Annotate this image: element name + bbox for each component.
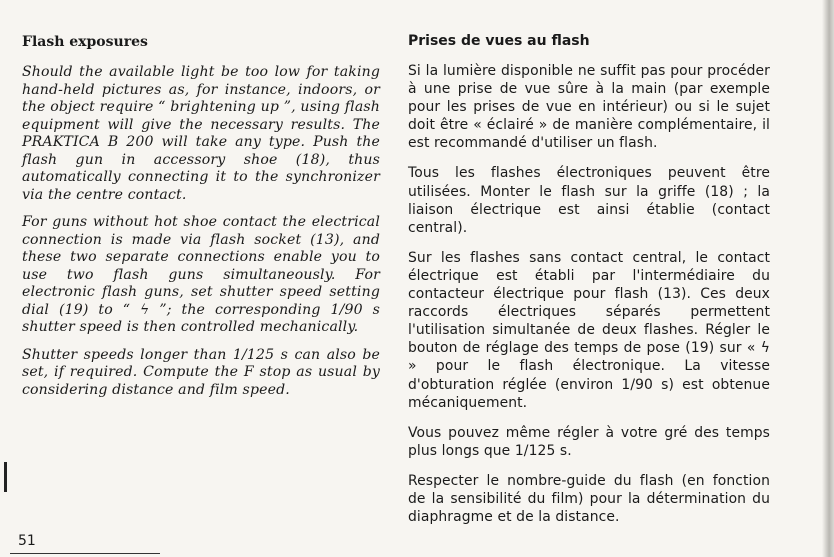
french-column [408, 30, 770, 538]
english-heading: Flash exposures [22, 34, 148, 50]
french-paragraph-5: Respecter le nombre-guide du flash (en fonction de la sensibilité du film) pour la détermination du diaphragme et de la distance. [408, 472, 770, 526]
english-column [22, 30, 380, 409]
french-paragraph-1: Si la lumière disponible ne suffit pas pour procéder à une prise de vue sûre à la main (par exemple pour les prises de vue en intérieur) ou si le sujet doit être « éclairé » de manière complémentaire, il est recommandé d'utiliser un flash. [408, 63, 770, 152]
page-number: 51 [18, 533, 36, 549]
english-paragraph-1: Should the available light be too low for taking hand-held pictures as, for instance, indoors, or the object require “ brightening up ”, using flash equipment will give the necessary results. The PRAKTICA B 200 will take any type. Push the flash gun in accessory shoe (18), thus automatically connecting it to the synchronizer via the centre contact. [22, 64, 380, 203]
english-paragraph-3: Shutter speeds longer than 1/125 s can also be set, if required. Compute the F stop as usual by considering distance and film speed. [22, 346, 380, 398]
footer-rule [10, 553, 160, 554]
french-paragraph-3: Sur les flashes sans contact central, le contact électrique est établi par l'intermédiaire du contacteur électrique pour flash (13). Ces deux raccords électriques séparés permettent l'utilisation simultanée de deux flashes. Régler le bouton de réglage des temps de pose (19) sur « ϟ » pour le flash électronique. La vitesse d'obturation réglée (environ 1/90 s) est obtenue mécaniquement. [408, 249, 770, 411]
english-paragraph-2: For guns without hot shoe contact the electrical connection is made via flash socket (13), and these two separate connections enable you to use two flash guns simultaneously. For electronic flash guns, set shutter speed setting dial (19) to “ ϟ ”; the corresponding 1/90 s shutter speed is then controlled mechanically. [22, 214, 380, 335]
binding-mark [4, 462, 7, 492]
page-edge [822, 0, 834, 557]
french-heading: Prises de vues au flash [408, 33, 590, 49]
french-paragraph-4: Vous pouvez même régler à votre gré des temps plus longs que 1/125 s. [408, 424, 770, 459]
french-paragraph-2: Tous les flashes électroniques peuvent être utilisées. Monter le flash sur la griffe (18) ; la liaison électrique est ainsi établie (contact central). [408, 165, 770, 236]
